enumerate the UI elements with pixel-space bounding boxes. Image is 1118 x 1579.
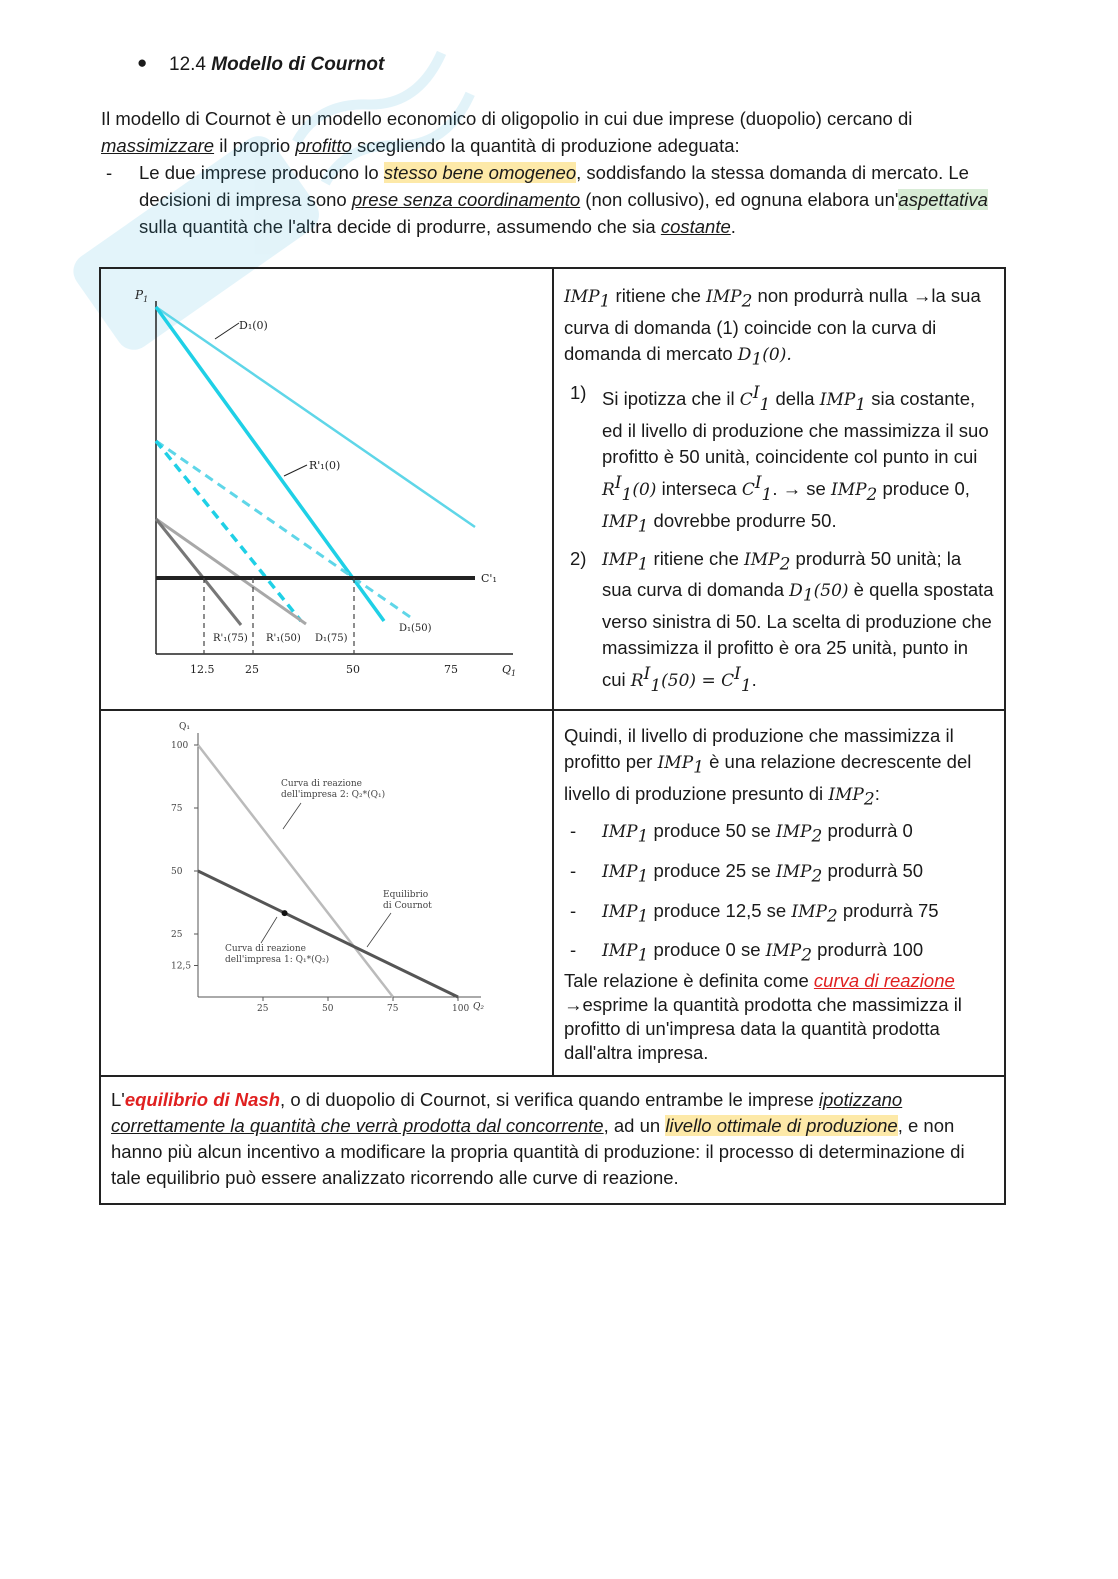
cell2-intro: Quindi, il livello di produzione che massimizza il profitto per $IMP_1$ è una relazione decrescente del livello di produzione presunto di $IMP_2$: [564,724,972,810]
content-table [99,267,1006,1205]
eq-label-b: di Cournot [383,900,432,911]
keyword-costante: costante [660,216,731,237]
bullet: ● [137,53,148,72]
keyword-ipotizzano: ipotizzano correttamente la quantità che verrà prodotta dal concorrente [111,1089,903,1137]
series-r1-0 [156,307,384,621]
axis-label-q1: $Q_1$ [502,663,517,678]
label-d1-0: D₁(0) [239,319,268,332]
keyword-curva-di-reazione: curva di reazione [813,970,955,992]
list-item: - $IMP_1$ produce 0 se $IMP_2$ produrrà 100 [570,939,924,967]
tick-25: 25 [245,663,259,676]
label-r1-0: R'₁(0) [309,459,341,472]
keyword-profitto: profitto [295,135,352,156]
pointer-curve1 [261,917,277,943]
y-tick-label: 100 [171,740,189,751]
label-r1-50: R'₁(50) [266,633,301,644]
series-r1-50 [156,441,301,621]
label-d1-50: D₁(50) [399,623,432,634]
curve2-label-a: Curva di reazione [281,778,362,789]
keyword-livello-ottimale: livello ottimale di produzione [665,1115,898,1137]
nash-cell: L'equilibrio di Nash, o di duopolio di Cournot, si verifica quando entrambe le imprese ipotizzano correttamente la quantità che verrà prodotta dal concorrente, ad un livello ottimale di produzione, e non hanno più alcun incentivo a modificare la propria quantità di produzione: il processo di determinazione di tale equilibrio può essere analizzato ricorrendo alle curve di reazione. [100,1076,1005,1204]
x-tick-label: 75 [387,1003,399,1014]
x-tick-label: 50 [322,1003,334,1014]
y-axis-label: Q₁ [179,721,190,732]
series-d1-50 [156,441,413,619]
intro-text [101,105,1016,240]
pointer-r1-0 [284,465,307,476]
intro-paragraph: Il modello di Cournot è un modello economico di oligopolio in cui due imprese (duopolio) cercano di massimizzare il proprio profitto scegliendo la quantità di produzione adeguata: [101,108,913,156]
step-1: 1) Si ipotizza che il $C^I_1$ della $IMP_1$ sia costante, ed il livello di produzione che massimizza il suo profitto è 50 unità, coincidente col punto in cui $R^I_1(0)$ interseca $C^I_1$. → se $IMP_2$ produce 0, $IMP_1$ dovrebbe produrre 50. [570,382,989,537]
list-item: - $IMP_1$ produce 50 se $IMP_2$ produrrà 0 [570,820,913,848]
text-cell-1 [553,268,1005,710]
step-2: 2) $IMP_1$ ritiene che $IMP_2$ produrrà 50 unità; la sua curva di domanda $D_1(50)$ è quella spostata verso sinistra di 50. La scelta di produzione che massimizza il profitto è ora 25 unità, punto in cui $R^I_1(50) = C^I_1$. [570,547,994,696]
x-tick-label: 25 [257,1003,269,1014]
tick-75: 75 [444,663,458,676]
keyword-aspettativa: aspettativa [898,189,988,210]
section-number: 12.4 [169,54,206,75]
demand-reaction-chart [101,269,552,694]
pointer-d1-0 [215,323,239,339]
pointer-eq [367,913,391,947]
section-title: Modello di Cournot [211,54,385,75]
keyword-bene-omogeneo: stesso bene omogeneo [383,162,577,183]
y-tick-label: 75 [171,803,183,814]
relation-list [564,818,994,969]
tick-50: 50 [346,663,360,676]
tick-12-5: 12.5 [190,663,215,676]
x-axis-label: Q₂ [473,1001,484,1012]
x-tick-label: 100 [452,1003,470,1014]
cell2-definition: Tale relazione è definita come curva di reazione →esprime la quantità prodotta che massimizza il profitto di un'impresa data la quantità prodotta dall'altra impresa. [564,970,962,1064]
curve1-label-a: Curva di reazione [225,943,306,954]
reaction-curves-chart [101,711,552,1045]
label-r1-75: R'₁(75) [213,633,248,644]
series-d1-0 [156,307,475,527]
axis-label-p1: $P_1$ [135,288,149,304]
label-c1: C'₁ [481,572,497,585]
y-tick-label: 12,5 [171,961,192,972]
keyword-massimizzare: massimizzare [101,135,215,156]
y-tick-label: 50 [171,866,183,877]
chart-cell-1 [100,268,553,710]
curve2-label-b: dell'impresa 2: Q₂*(Q₁) [281,789,386,800]
text-cell-2 [553,710,1005,1076]
eq-label-a: Equilibrio [383,889,429,900]
series-r1-75 [156,519,241,625]
list-item: - $IMP_1$ produce 25 se $IMP_2$ produrrà 50 [570,860,924,887]
equilibrium-point [282,910,288,916]
y-tick-label: 25 [171,929,183,940]
keyword-equilibrio-nash: equilibrio di Nash [124,1089,281,1111]
pointer-curve2 [283,803,301,829]
curve1-label-b: dell'impresa 1: Q₁*(Q₂) [225,954,330,965]
list-item: - $IMP_1$ produce 12,5 se $IMP_2$ produrrà 75 [570,899,939,927]
label-d1-75: D₁(75) [315,633,348,644]
list-item: - Le due imprese producono lo stesso bene omogeneo, soddisfando la stessa domanda di mercato. Le decisioni di impresa sono prese senza coordinamento (non collusivo), ed ognuna elabora un'aspettativa sulla quantità che l'altra decide di produrre, assumendo che sia costante. [106,162,988,237]
cell1-intro: $IMP_1$ ritiene che $IMP_2$ non produrrà nulla →la sua curva di domanda (1) coincide con la curva di domanda di mercato $D_1(0)$. [564,285,981,370]
chart-cell-2 [100,710,553,1076]
keyword-senza-coordinamento: prese senza coordinamento [351,189,581,210]
steps-list [564,380,994,699]
